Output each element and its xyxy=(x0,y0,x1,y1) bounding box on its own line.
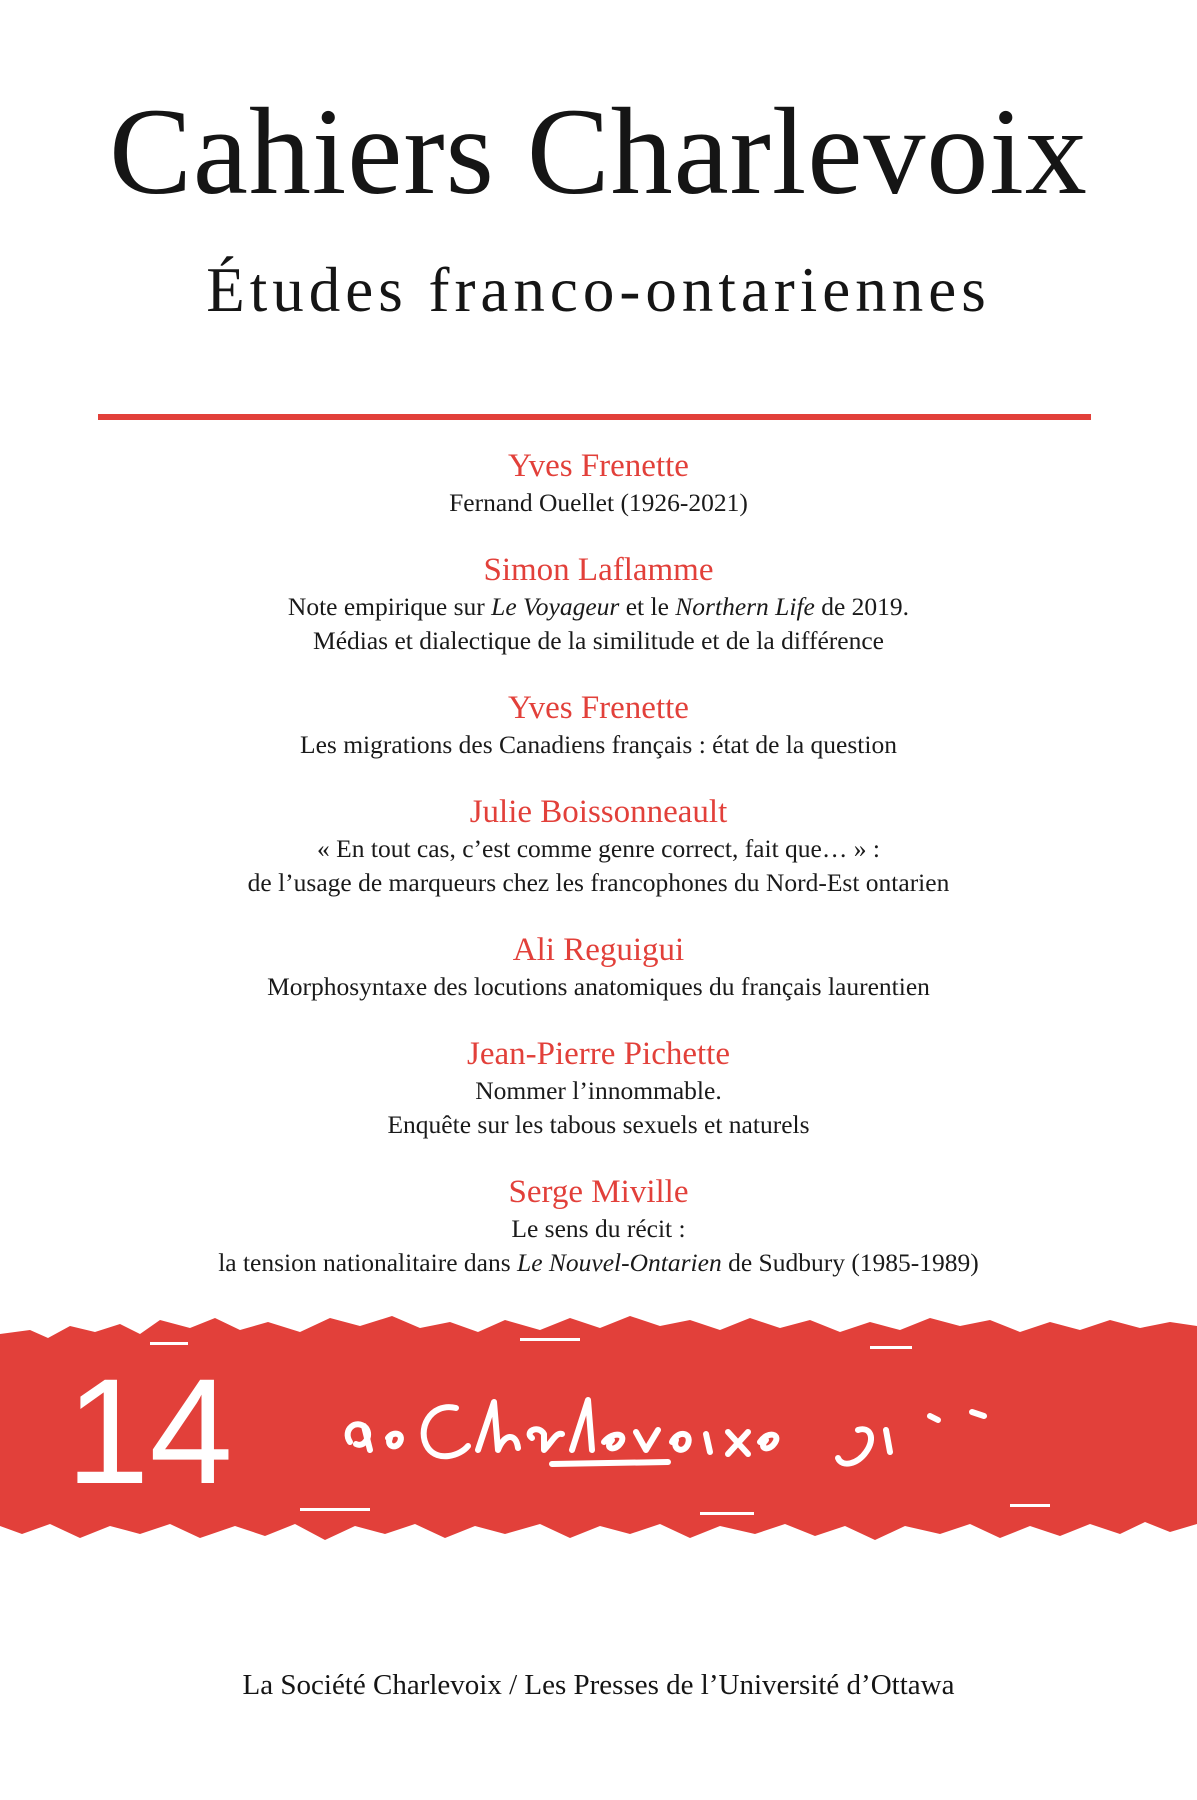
entry-author: Yves Frenette xyxy=(508,448,689,484)
toc-entry xyxy=(0,446,1197,520)
band-fleck xyxy=(700,1512,754,1515)
toc-entry xyxy=(0,688,1197,762)
entry-title-line: Enquête sur les tabous sexuels et naturels xyxy=(387,1110,810,1139)
charlevoix-signature-image xyxy=(338,1372,1098,1482)
entry-author: Julie Boissonneault xyxy=(469,794,728,830)
band-fleck xyxy=(520,1338,580,1341)
entry-title-line: Le sens du récit : xyxy=(511,1214,686,1243)
entry-author: Simon Laflamme xyxy=(483,552,714,588)
band-fleck xyxy=(1010,1504,1050,1507)
publisher-line: La Société Charlevoix / Les Presses de l’Université d’Ottawa xyxy=(242,1669,955,1701)
entry-title-line: la tension nationalitaire dans Le Nouvel-Ontarien de Sudbury (1985-1989) xyxy=(218,1248,979,1277)
journal-title: Cahiers Charlevoix xyxy=(109,83,1088,220)
toc-entry xyxy=(0,550,1197,658)
entry-title-line: Morphosyntaxe des locutions anatomiques du français laurentien xyxy=(267,972,930,1001)
entry-title-line: Médias et dialectique de la similitude et de la différence xyxy=(313,626,884,655)
entry-title-line: Les migrations des Canadiens français : état de la question xyxy=(300,730,897,759)
entry-title-line: « En tout cas, c’est comme genre correct, fait que… » : xyxy=(317,834,880,863)
band-fleck xyxy=(870,1346,912,1349)
toc-entry xyxy=(0,1034,1197,1142)
entry-author: Jean-Pierre Pichette xyxy=(467,1036,730,1072)
entry-title-line: de l’usage de marqueurs chez les francophones du Nord-Est ontarien xyxy=(247,868,950,897)
issue-number: 14 xyxy=(66,1347,233,1515)
table-of-contents xyxy=(0,446,1197,1310)
entry-title-line: Nommer l’innommable. xyxy=(475,1076,722,1105)
toc-entry xyxy=(0,792,1197,900)
toc-entry xyxy=(0,1172,1197,1280)
toc-entry xyxy=(0,930,1197,1004)
band-fleck xyxy=(300,1508,370,1511)
entry-author: Serge Miville xyxy=(508,1174,689,1210)
band-fleck xyxy=(150,1342,188,1345)
entry-author: Yves Frenette xyxy=(508,690,689,726)
entry-title-line: Fernand Ouellet (1926-2021) xyxy=(449,488,748,517)
entry-title-line: Note empirique sur Le Voyageur et le Northern Life de 2019. xyxy=(287,592,910,621)
journal-subtitle: Études franco-ontariennes xyxy=(206,255,991,325)
divider-rule xyxy=(98,414,1091,420)
entry-author: Ali Reguigui xyxy=(512,932,685,968)
